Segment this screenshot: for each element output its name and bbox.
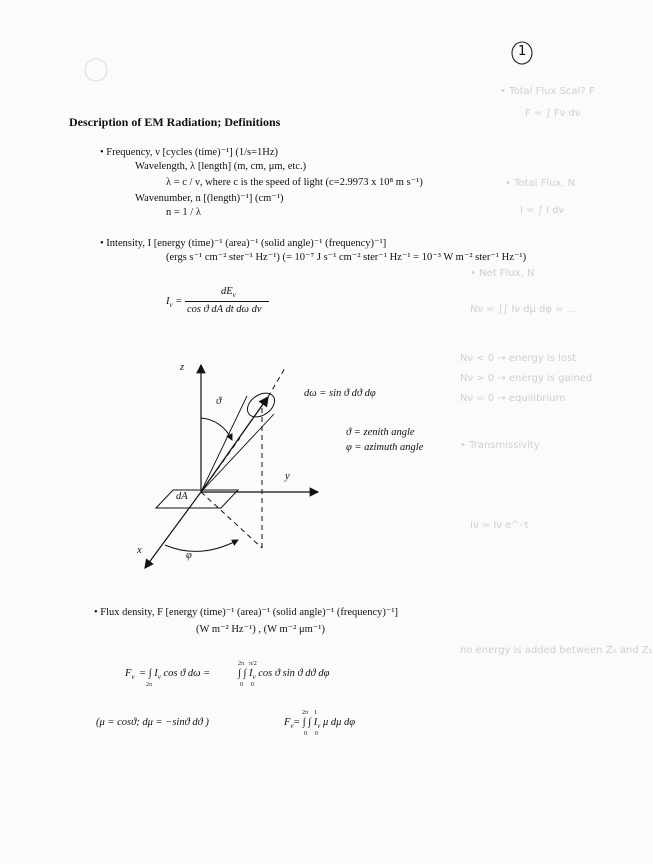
flux-eq1-limit: π/2 bbox=[249, 661, 257, 667]
page-title: Description of EM Radiation; Definitions bbox=[69, 115, 281, 129]
bleed-through-text: no energy is added between Z₀ and Z₁ bbox=[460, 645, 653, 656]
wavenumber-def-line: n = 1 / λ bbox=[166, 207, 201, 218]
zenith-angle-definition: ϑ = zenith angle bbox=[346, 427, 415, 438]
bleed-through-text: Nν = ∫∫ Iν dμ dφ = ... bbox=[470, 304, 577, 315]
intensity-eq-lhs: $I_\nu$ = bbox=[166, 296, 183, 310]
mu-substitution: (μ = cosϑ; dμ = −sinϑ dϑ ) bbox=[96, 717, 209, 728]
flux-eq2-limit: 0 bbox=[315, 731, 318, 737]
bleed-through-text: Nν < 0 → energy is lost bbox=[460, 353, 577, 364]
bleed-through-text: F = ∫ Fν dν bbox=[525, 108, 581, 119]
intensity-eq-denominator: cos ϑ dA dt dω dν bbox=[187, 304, 262, 315]
speed-of-light-line: λ = c / ν, where c is the speed of light (c=2.9973 x 10⁸ m s⁻¹) bbox=[166, 177, 423, 188]
dA-label: dA bbox=[176, 491, 188, 502]
bleed-through-text: • Net Flux, N bbox=[470, 268, 535, 279]
flux-eq1-lhs: $F_\nu$ bbox=[125, 668, 135, 682]
z-axis-label: z bbox=[180, 362, 185, 373]
bleed-through-text: Nν = 0 → equilibrium bbox=[460, 393, 566, 404]
flux-eq2-limit: 1 bbox=[314, 710, 317, 716]
flux-eq1-middle: = ∫ $I_\nu$ cos ϑ dω = bbox=[139, 668, 211, 682]
flux-eq2-rhs: = ∫ ∫ $I_\nu$ μ dμ dφ bbox=[293, 717, 356, 731]
bleed-through-text: I = ∫ I dν bbox=[520, 205, 565, 216]
azimuth-angle-definition: φ = azimuth angle bbox=[346, 442, 424, 453]
flux-eq1-limit: 0 bbox=[240, 682, 243, 688]
domega-definition: dω = sin ϑ dϑ dφ bbox=[304, 388, 376, 399]
x-axis-label: x bbox=[137, 545, 142, 556]
flux-eq2-limit: 2π bbox=[302, 710, 309, 716]
bleed-through-text: • Total Flux, N bbox=[505, 178, 576, 189]
flux-eq1-rhs: ∫ ∫ $I_\nu$ cos ϑ sin ϑ dϑ dφ bbox=[238, 668, 330, 682]
page-number: 1 bbox=[518, 44, 527, 59]
flux-eq1-limit: 0 bbox=[251, 682, 254, 688]
bleed-through-text: • Transmissivity bbox=[460, 440, 540, 451]
phi-label: φ bbox=[186, 550, 192, 561]
intensity-eq-numerator: $dE_\nu$ bbox=[221, 286, 236, 300]
flux-eq1-integral-subscript: 2π bbox=[146, 682, 153, 688]
bleed-through-text: Nν > 0 → energy is gained bbox=[460, 373, 593, 384]
y-axis-label: y bbox=[285, 471, 290, 482]
wavelength-line: Wavelength, λ [length] (m, cm, μm, etc.) bbox=[135, 161, 307, 172]
frequency-line: • Frequency, ν [cycles (time)⁻¹] (1/s=1Hz) bbox=[100, 147, 279, 158]
flux-eq1-limit: 2π bbox=[238, 661, 245, 667]
theta-label: ϑ bbox=[216, 396, 222, 407]
flux-density-line: • Flux density, F [energy (time)⁻¹ (area)⁻¹ (solid angle)⁻¹ (frequency)⁻¹] bbox=[94, 607, 399, 618]
flux-eq2-limit: 0 bbox=[304, 731, 307, 737]
flux-density-units-line: (W m⁻² Hz⁻¹) , (W m⁻² μm⁻¹) bbox=[196, 624, 325, 635]
flux-eq2-lhs: $F_\nu$ bbox=[284, 717, 294, 731]
wavenumber-line: Wavenumber, n [(length)⁻¹] (cm⁻¹) bbox=[135, 193, 284, 204]
intensity-units-line: (ergs s⁻¹ cm⁻² ster⁻¹ Hz⁻¹) (= 10⁻⁷ J s⁻¹ cm⁻² ster⁻¹ Hz⁻¹ = 10⁻³ W m⁻² ster⁻¹ Hz⁻¹) bbox=[166, 252, 527, 263]
bleed-through-text: • Total Flux Scal? F bbox=[500, 86, 595, 97]
intensity-line: • Intensity, I [energy (time)⁻¹ (area)⁻¹ (solid angle)⁻¹ (frequency)⁻¹] bbox=[100, 238, 387, 249]
bleed-through-text: Iν = Iν e^-τ bbox=[470, 520, 530, 531]
